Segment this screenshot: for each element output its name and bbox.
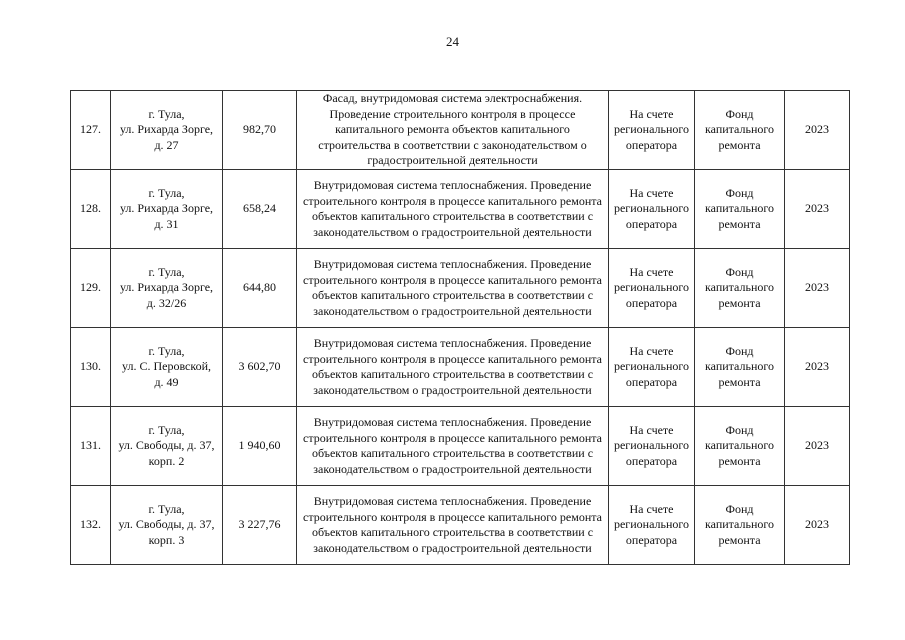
row-account: На счете регионального оператора [609, 91, 695, 170]
page-number: 24 [446, 34, 459, 49]
table-row [71, 249, 850, 328]
row-fund: Фонд капитального ремонта [695, 170, 785, 249]
address-line: ул. С. Перовской, [121, 359, 212, 374]
row-number: 127. [71, 91, 111, 170]
row-work-description: Внутридомовая система теплоснабжения. Проведение строительного контроля в процессе капитального ремонта объектов капитального строительства в соответствии с законодательством о градостроительной деятельности [297, 170, 609, 249]
row-fund: Фонд капитального ремонта [695, 486, 785, 565]
table-row [71, 486, 850, 565]
row-cost: 1 940,60 [223, 407, 297, 486]
row-fund: Фонд капитального ремонта [695, 328, 785, 407]
row-address [111, 170, 223, 249]
address-line: ул. Рихарда Зорге, [119, 201, 214, 216]
row-address [111, 249, 223, 328]
row-cost: 644,80 [223, 249, 297, 328]
row-work-description: Фасад, внутридомовая система электроснабжения. Проведение строительного контроля в процессе капитального ремонта объектов капитального строительства в соответствии с законодательством о градостроительной деятельности [297, 91, 609, 170]
row-work-description: Внутридомовая система теплоснабжения. Проведение строительного контроля в процессе капитального ремонта объектов капитального строительства в соответствии с законодательством о градостроительной деятельности [297, 407, 609, 486]
row-year: 2023 [785, 328, 850, 407]
address-line: ул. Свободы, д. 37, [118, 438, 215, 453]
row-number: 128. [71, 170, 111, 249]
table-body [71, 91, 850, 565]
table-row [71, 91, 850, 170]
row-account: На счете регионального оператора [609, 249, 695, 328]
row-fund: Фонд капитального ремонта [695, 407, 785, 486]
row-account: На счете регионального оператора [609, 328, 695, 407]
row-work-description: Внутридомовая система теплоснабжения. Проведение строительного контроля в процессе капитального ремонта объектов капитального строительства в соответствии с законодательством о градостроительной деятельности [297, 328, 609, 407]
row-cost: 3 227,76 [223, 486, 297, 565]
row-work-description: Внутридомовая система теплоснабжения. Проведение строительного контроля в процессе капитального ремонта объектов капитального строительства в соответствии с законодательством о градостроительной деятельности [297, 486, 609, 565]
address-line: д. 32/26 [146, 295, 187, 310]
row-address [111, 407, 223, 486]
row-year: 2023 [785, 170, 850, 249]
address-line: ул. Рихарда Зорге, [119, 122, 214, 137]
row-fund: Фонд капитального ремонта [695, 249, 785, 328]
address-line: д. 27 [154, 137, 179, 152]
address-line: г. Тула, [148, 422, 185, 437]
address-line: г. Тула, [148, 106, 185, 121]
row-cost: 982,70 [223, 91, 297, 170]
row-number: 132. [71, 486, 111, 565]
address-line: корп. 2 [148, 453, 185, 468]
row-address [111, 486, 223, 565]
row-number: 130. [71, 328, 111, 407]
row-account: На счете регионального оператора [609, 170, 695, 249]
address-line: г. Тула, [148, 185, 185, 200]
address-line: корп. 3 [148, 532, 185, 547]
row-work-description: Внутридомовая система теплоснабжения. Проведение строительного контроля в процессе капитального ремонта объектов капитального строительства в соответствии с законодательством о градостроительной деятельности [297, 249, 609, 328]
address-line: г. Тула, [148, 264, 185, 279]
table-row [71, 170, 850, 249]
address-line: г. Тула, [148, 343, 185, 358]
row-number: 131. [71, 407, 111, 486]
row-account: На счете регионального оператора [609, 486, 695, 565]
row-year: 2023 [785, 486, 850, 565]
address-line: д. 49 [154, 374, 179, 389]
row-fund: Фонд капитального ремонта [695, 91, 785, 170]
row-account: На счете регионального оператора [609, 407, 695, 486]
row-cost: 3 602,70 [223, 328, 297, 407]
address-line: г. Тула, [148, 501, 185, 516]
row-cost: 658,24 [223, 170, 297, 249]
row-year: 2023 [785, 407, 850, 486]
works-table [70, 90, 850, 565]
row-number: 129. [71, 249, 111, 328]
address-line: ул. Рихарда Зорге, [119, 280, 214, 295]
row-address [111, 91, 223, 170]
row-address [111, 328, 223, 407]
address-line: ул. Свободы, д. 37, [118, 517, 215, 532]
table-row [71, 328, 850, 407]
row-year: 2023 [785, 249, 850, 328]
table-row [71, 407, 850, 486]
address-line: д. 31 [154, 216, 179, 231]
row-year: 2023 [785, 91, 850, 170]
